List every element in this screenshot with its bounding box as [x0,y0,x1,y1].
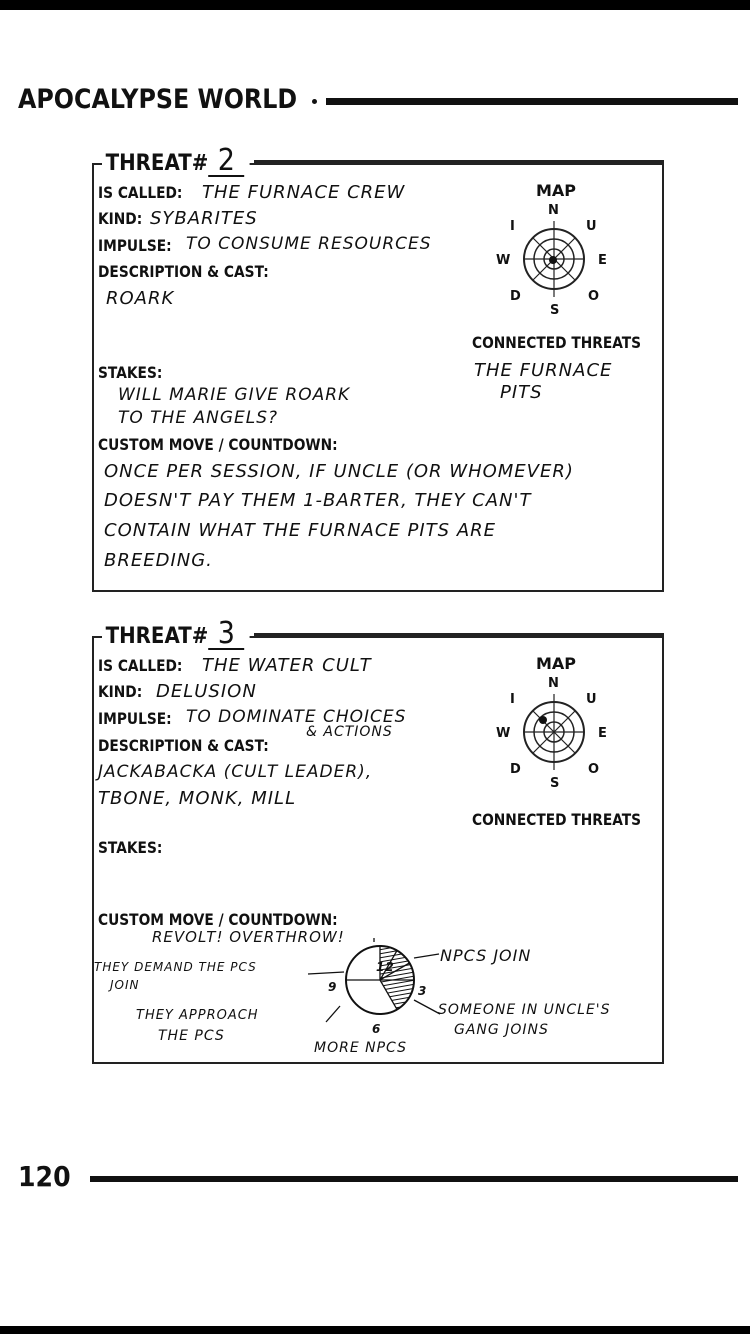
compass-w: W [496,726,511,741]
description-label: DESCRIPTION & CAST: [98,736,269,755]
impulse-label: IMPULSE: [98,709,172,728]
compass-d: D [510,762,521,777]
threat-number: 3 [208,620,244,650]
compass-u: U [586,219,597,234]
impulse-extra: & ACTIONS [306,724,393,740]
countdown-demand: JOIN [110,978,140,992]
threat-header [102,143,250,178]
compass-o: O [588,762,600,777]
countdown-revolt: REVOLT! OVERTHROW! [152,928,345,946]
kind-value: SYBARITES [150,208,258,229]
is-called-value: THE WATER CULT [202,655,372,676]
description-line: ROARK [106,288,175,309]
map-label: MAP [536,181,577,200]
top-black-bar [0,0,750,10]
threat-header-rule [254,160,664,164]
custom-move-label: CUSTOM MOVE / COUNTDOWN: [98,910,338,929]
compass-s: S [550,776,560,791]
clock-label-12: 12 [376,960,395,974]
threat-label: THREAT# [105,151,209,176]
threat-card-3 [92,616,664,1064]
countdown-approach: THE PCS [158,1028,225,1044]
clock-label-3: 3 [418,984,428,998]
connected-threats-label: CONNECTED THREATS [472,333,642,352]
compass-d: D [510,289,521,304]
custom-move-line: DOESN'T PAY THEM 1-BARTER, THEY CAN'T [104,490,532,511]
compass-e: E [598,726,607,741]
impulse-value: TO DOMINATE CHOICES [186,707,407,727]
connected-threat-line: PITS [500,382,543,403]
book-title: APOCALYPSE WORLD [18,84,298,115]
kind-label: KIND: [98,682,143,701]
custom-move-line: CONTAIN WHAT THE FURNACE PITS ARE [104,520,497,541]
countdown-demand: THEY DEMAND THE PCS [94,960,257,974]
custom-move-line: ONCE PER SESSION, IF UNCLE (OR WHOMEVER) [104,461,574,482]
compass-w: W [496,253,511,268]
threat-header-rule [254,633,664,637]
map-label: MAP [536,654,577,673]
custom-move-line: BREEDING. [104,550,213,571]
compass-o: O [588,289,600,304]
clock-label-6: 6 [372,1022,382,1036]
compass-i: I [510,692,515,707]
impulse-label: IMPULSE: [98,236,172,255]
compass-s: S [550,303,560,318]
threat-card-2 [92,143,664,592]
title-bullet [312,99,317,104]
page-number: 120 [18,1160,71,1193]
connected-threat-line: THE FURNACE [474,360,613,381]
compass-e: E [598,253,607,268]
bottom-black-bar [0,1326,750,1334]
compass-i: I [510,219,515,234]
page-rule [90,1176,738,1182]
stakes-line: TO THE ANGELS? [118,408,279,428]
threat-label: THREAT# [105,624,209,649]
is-called-value: THE FURNACE CREW [202,182,406,203]
kind-label: KIND: [98,209,143,228]
description-line: JACKABACKA (CULT LEADER), [98,762,373,782]
impulse-value: TO CONSUME RESOURCES [186,234,432,254]
stakes-line: WILL MARIE GIVE ROARK [118,385,351,405]
countdown-more-npcs: MORE NPCS [314,1040,407,1056]
stakes-label: STAKES: [98,363,163,382]
connected-threats-label: CONNECTED THREATS [472,810,642,829]
countdown-uncle-gang: GANG JOINS [454,1022,549,1038]
countdown-approach: THEY APPROACH [136,1008,259,1023]
title-rule [326,98,738,105]
threat-number: 2 [208,147,244,177]
threat-header [102,616,250,651]
is-called-label: IS CALLED: [98,183,183,202]
kind-value: DELUSION [156,681,257,702]
countdown-npcs-join: NPCS JOIN [440,946,532,965]
compass-n: N [548,203,559,218]
countdown-uncle-gang: SOMEONE IN UNCLE'S [438,1002,611,1018]
stakes-label: STAKES: [98,838,163,857]
is-called-label: IS CALLED: [98,656,183,675]
compass-n: N [548,676,559,691]
description-label: DESCRIPTION & CAST: [98,262,269,281]
clock-label-9: 9 [328,980,338,994]
compass-u: U [586,692,597,707]
custom-move-label: CUSTOM MOVE / COUNTDOWN: [98,435,338,454]
description-line: TBONE, MONK, MILL [98,788,297,809]
